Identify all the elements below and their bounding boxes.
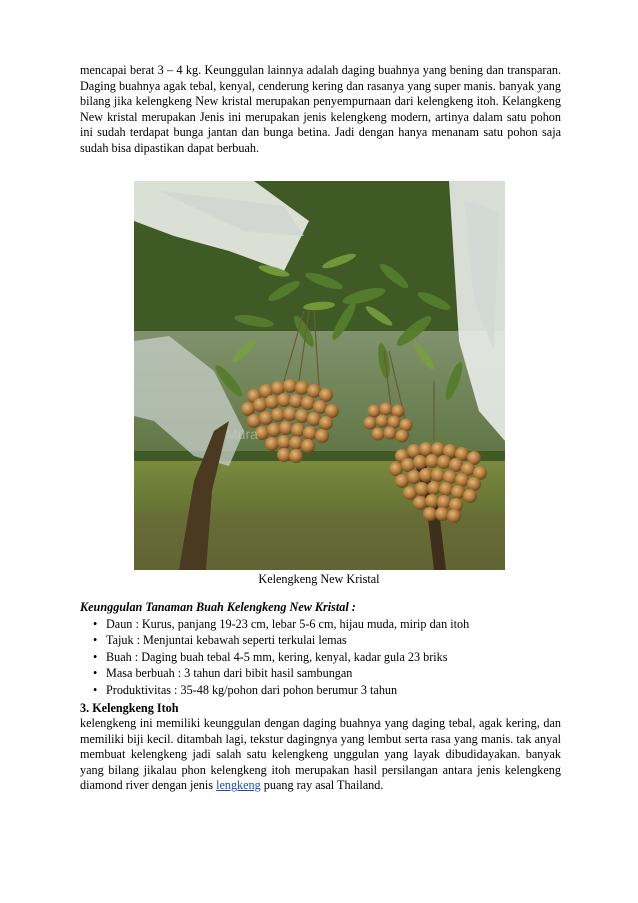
bullet-icon: • bbox=[93, 617, 98, 631]
list-item bbox=[80, 632, 469, 648]
photo-watermark: Mura bbox=[226, 426, 258, 442]
bullet-icon: • bbox=[93, 682, 98, 697]
list-item bbox=[80, 665, 469, 681]
section-heading: 3. Kelengkeng Itoh bbox=[80, 701, 179, 715]
feature-text: Masa berbuah : 3 tahun dari bibit hasil sambungan bbox=[106, 666, 353, 681]
features-list bbox=[80, 616, 469, 698]
feature-text: Produktivitas : 35-48 kg/pohon dari pohon berumur 3 tahun bbox=[106, 682, 398, 697]
list-item bbox=[80, 649, 469, 665]
longan-tree-photo bbox=[134, 181, 505, 570]
feature-text: Daun : Kurus, panjang 19-23 cm, lebar 5-6 cm, hijau muda, mirip dan itoh bbox=[106, 617, 470, 631]
figure-caption: Kelengkeng New Kristal bbox=[258, 572, 380, 586]
feature-text: Tajuk : Menjuntai kebawah seperti terkulai lemas bbox=[106, 633, 347, 648]
features-heading: Keunggulan Tanaman Buah Kelengkeng New Kristal : bbox=[80, 600, 356, 614]
paragraph-text: kelengkeng ini memiliki keunggulan dengan daging buahnya yang daging tebal, agak kering, dan memiliki biji kecil. ditambah lagi, tekstur dagingnya yang lembut serta rasa yang manis. tak anyal membuat kelengkeng jadi salah satu kelengkeng unggulan yang layak dibudidayakan. banyak yang bilang jikalau phon kelengkeng itoh merupakan hasil persilangan antara jenis kelengkeng diamond river dengan jenis bbox=[80, 716, 561, 793]
section-paragraph bbox=[80, 716, 561, 794]
feature-text: Buah : Daging buah tebal 4-5 mm, kering, kenyal, kadar gula 23 briks bbox=[106, 649, 448, 664]
lengkeng-link[interactable]: lengkeng bbox=[216, 778, 261, 793]
bullet-icon: • bbox=[93, 649, 98, 664]
bullet-icon: • bbox=[93, 666, 98, 681]
intro-paragraph: mencapai berat 3 – 4 kg. Keunggulan lainnya adalah daging buahnya yang bening dan transparan. Daging buahnya agak tebal, kenyal, cenderung kering dan rasanya yang super manis. banyak yang bilang jika kelengkeng New kristal merupakan penyempurnaan dari kelengkeng itoh. Kelangkeng New kristal merupakan Jenis ini merupakan jenis kelengkeng modern, artinya dalam satu pohon ini sudah terdapat bunga jantan dan bunga betina. Jadi dengan hanya menanam satu pohon saja sudah bisa dipastikan dapat berbuah. bbox=[80, 63, 561, 155]
list-item bbox=[80, 682, 469, 698]
paragraph-text-end: puang ray asal Thailand. bbox=[260, 778, 384, 793]
list-item bbox=[80, 616, 469, 632]
bullet-icon: • bbox=[93, 633, 98, 648]
